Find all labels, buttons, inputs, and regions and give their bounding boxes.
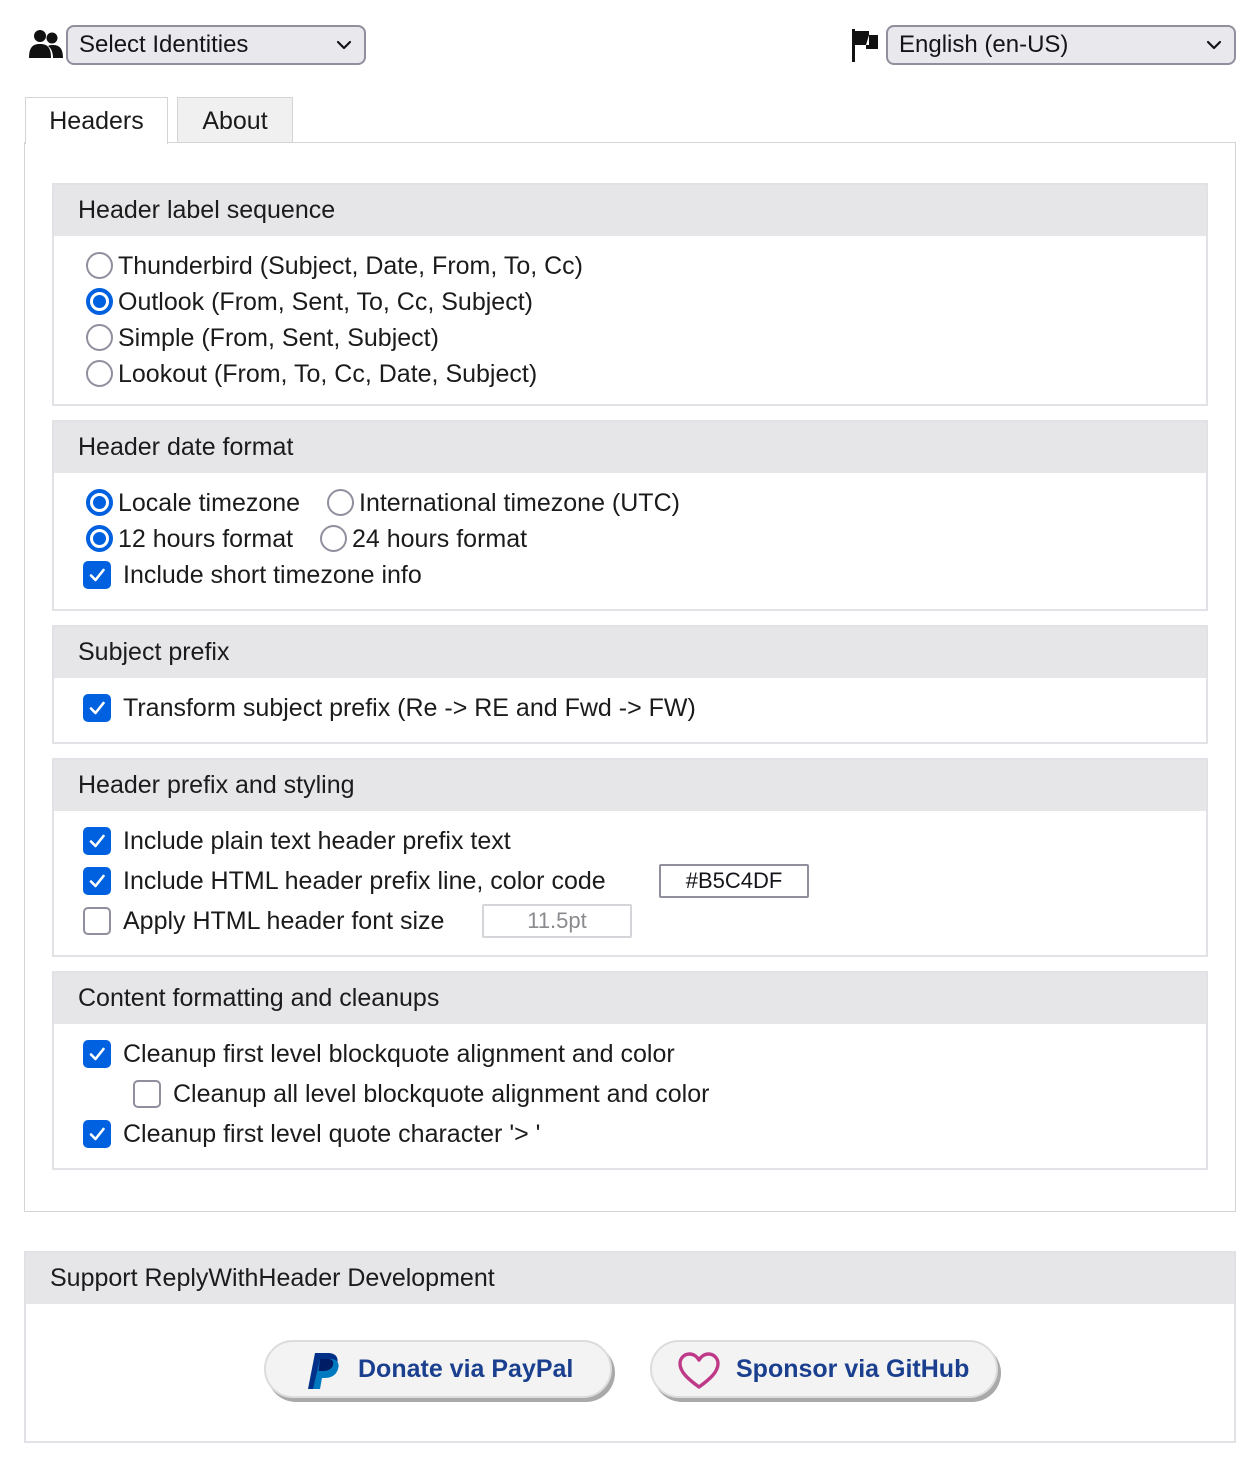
language-select[interactable] xyxy=(886,25,1236,65)
checkbox-label: Cleanup all level blockquote alignment and color xyxy=(173,1080,710,1108)
radio-24-hours[interactable] xyxy=(320,525,347,552)
radio-label: 12 hours format xyxy=(118,525,294,553)
radio-intl-timezone[interactable] xyxy=(327,489,354,516)
checkbox-label: Include short timezone info xyxy=(123,561,422,589)
radio-simple[interactable] xyxy=(86,324,113,351)
radio-label: 24 hours format xyxy=(352,525,528,553)
radio-lookout[interactable] xyxy=(86,360,113,387)
radio-label: Outlook (From, Sent, To, Cc, Subject) xyxy=(118,288,533,316)
chevron-down-icon xyxy=(336,37,352,53)
support-panel xyxy=(24,1251,1236,1443)
checkbox-label: Apply HTML header font size xyxy=(123,907,445,935)
checkmark-icon xyxy=(88,832,106,850)
section-title: Content formatting and cleanups xyxy=(54,973,1206,1024)
radio-outlook[interactable] xyxy=(86,288,113,315)
sponsor-github-button[interactable] xyxy=(650,1340,998,1398)
checkbox-plain-text-prefix[interactable] xyxy=(83,827,111,855)
checkbox-font-size[interactable] xyxy=(83,907,111,935)
paypal-label: Donate via PayPal xyxy=(358,1355,574,1383)
checkbox-short-timezone[interactable] xyxy=(83,561,111,589)
identity-select[interactable] xyxy=(66,25,366,65)
section-date-format xyxy=(52,420,1208,611)
checkbox-first-level-blockquote[interactable] xyxy=(83,1040,111,1068)
checkmark-icon xyxy=(88,699,106,717)
radio-label: Locale timezone xyxy=(118,489,301,517)
section-label-sequence xyxy=(52,183,1208,406)
checkbox-all-level-blockquote[interactable] xyxy=(133,1080,161,1108)
language-select-value: English (en-US) xyxy=(899,31,1069,58)
section-title: Header label sequence xyxy=(54,185,1206,236)
paypal-icon xyxy=(306,1351,342,1391)
checkmark-icon xyxy=(88,1045,106,1063)
checkbox-row-html-prefix-line[interactable] xyxy=(54,863,1154,899)
checkbox-label: Include plain text header prefix text xyxy=(123,827,511,855)
chevron-down-icon xyxy=(1206,37,1222,53)
color-code-input[interactable]: #B5C4DF xyxy=(659,864,809,898)
top-bar xyxy=(0,0,1260,90)
radio-label: Simple (From, Sent, Subject) xyxy=(118,324,439,352)
checkbox-label: Transform subject prefix (Re -> RE and Fwd -> FW) xyxy=(123,694,696,722)
checkbox-row-font-size[interactable] xyxy=(54,903,1154,939)
radio-locale-timezone[interactable] xyxy=(86,489,113,516)
radio-thunderbird[interactable] xyxy=(86,252,113,279)
donate-paypal-button[interactable] xyxy=(264,1340,612,1398)
support-title: Support ReplyWithHeader Development xyxy=(26,1253,1234,1304)
radio-label: Lookout (From, To, Cc, Date, Subject) xyxy=(118,360,538,388)
checkbox-html-prefix-line[interactable] xyxy=(83,867,111,895)
identity-select-value: Select Identities xyxy=(79,31,249,58)
font-size-input[interactable]: 11.5pt xyxy=(482,904,632,938)
section-content-cleanup xyxy=(52,971,1208,1170)
users-icon xyxy=(28,28,64,62)
checkbox-label: Cleanup first level blockquote alignment and color xyxy=(123,1040,675,1068)
flag-icon xyxy=(849,27,881,63)
section-title: Header prefix and styling xyxy=(54,760,1206,811)
radio-label: International timezone (UTC) xyxy=(359,489,680,517)
checkmark-icon xyxy=(88,872,106,890)
tab-about[interactable]: About xyxy=(177,97,293,143)
radio-12-hours[interactable] xyxy=(86,525,113,552)
checkmark-icon xyxy=(88,566,106,584)
section-title: Subject prefix xyxy=(54,627,1206,678)
checkbox-quote-character[interactable] xyxy=(83,1120,111,1148)
heart-icon xyxy=(676,1351,722,1391)
section-subject-prefix xyxy=(52,625,1208,744)
section-prefix-styling xyxy=(52,758,1208,957)
github-label: Sponsor via GitHub xyxy=(736,1355,970,1383)
checkbox-transform-prefix[interactable] xyxy=(83,694,111,722)
checkmark-icon xyxy=(88,1125,106,1143)
radio-label: Thunderbird (Subject, Date, From, To, Cc) xyxy=(118,252,583,280)
tab-headers[interactable]: Headers xyxy=(25,97,168,144)
checkbox-label: Cleanup first level quote character '> ' xyxy=(123,1120,541,1148)
checkbox-label: Include HTML header prefix line, color code xyxy=(123,867,606,895)
section-title: Header date format xyxy=(54,422,1206,473)
